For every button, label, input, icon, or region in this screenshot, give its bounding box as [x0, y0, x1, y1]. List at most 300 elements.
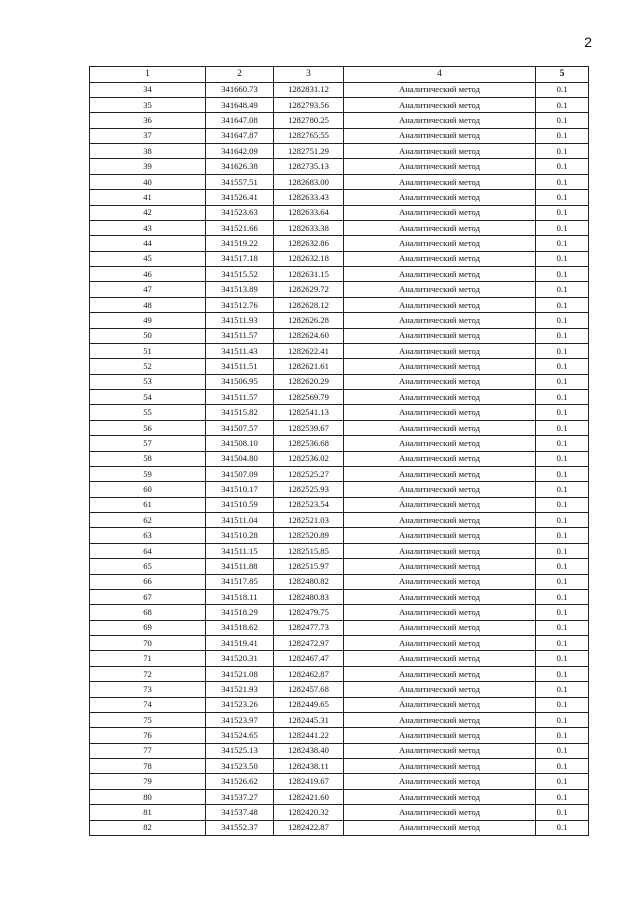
x-coordinate-cell: 341647.87 — [206, 128, 274, 143]
table-row — [90, 420, 589, 435]
accuracy-cell: 0.1 — [536, 466, 589, 481]
table-row — [90, 359, 589, 374]
y-coordinate-cell: 1282539.67 — [274, 420, 344, 435]
accuracy-cell: 0.1 — [536, 605, 589, 620]
point-number-cell: 41 — [90, 190, 206, 205]
y-coordinate-cell: 1282525.93 — [274, 482, 344, 497]
accuracy-cell: 0.1 — [536, 589, 589, 604]
accuracy-cell: 0.1 — [536, 405, 589, 420]
x-coordinate-cell: 341508.10 — [206, 436, 274, 451]
y-coordinate-cell: 1282521.03 — [274, 513, 344, 528]
x-coordinate-cell: 341642.09 — [206, 144, 274, 159]
method-cell: Аналитический метод — [344, 559, 536, 574]
x-coordinate-cell: 341647.08 — [206, 113, 274, 128]
method-cell: Аналитический метод — [344, 728, 536, 743]
method-cell: Аналитический метод — [344, 82, 536, 97]
point-number-cell: 37 — [90, 128, 206, 143]
point-number-cell: 39 — [90, 159, 206, 174]
x-coordinate-cell: 341519.41 — [206, 636, 274, 651]
x-coordinate-cell: 341537.48 — [206, 805, 274, 820]
y-coordinate-cell: 1282624.60 — [274, 328, 344, 343]
x-coordinate-cell: 341511.93 — [206, 313, 274, 328]
method-cell: Аналитический метод — [344, 128, 536, 143]
method-cell: Аналитический метод — [344, 251, 536, 266]
point-number-cell: 48 — [90, 297, 206, 312]
coordinates-table — [89, 66, 589, 836]
x-coordinate-cell: 341507.09 — [206, 466, 274, 481]
table-row — [90, 159, 589, 174]
x-coordinate-cell: 341626.38 — [206, 159, 274, 174]
table-row — [90, 82, 589, 97]
table-row — [90, 759, 589, 774]
accuracy-cell: 0.1 — [536, 267, 589, 282]
table-row — [90, 589, 589, 604]
point-number-cell: 73 — [90, 682, 206, 697]
column-header-4: 4 — [344, 67, 536, 83]
point-number-cell: 82 — [90, 820, 206, 835]
table-row — [90, 820, 589, 835]
y-coordinate-cell: 1282520.89 — [274, 528, 344, 543]
table-row — [90, 282, 589, 297]
table-row — [90, 574, 589, 589]
method-cell: Аналитический метод — [344, 513, 536, 528]
accuracy-cell: 0.1 — [536, 712, 589, 727]
point-number-cell: 74 — [90, 697, 206, 712]
table-row — [90, 343, 589, 358]
table-row — [90, 436, 589, 451]
table-row — [90, 805, 589, 820]
y-coordinate-cell: 1282569.79 — [274, 390, 344, 405]
x-coordinate-cell: 341511.57 — [206, 328, 274, 343]
accuracy-cell: 0.1 — [536, 528, 589, 543]
accuracy-cell: 0.1 — [536, 282, 589, 297]
method-cell: Аналитический метод — [344, 159, 536, 174]
method-cell: Аналитический метод — [344, 374, 536, 389]
y-coordinate-cell: 1282541.13 — [274, 405, 344, 420]
y-coordinate-cell: 1282477.73 — [274, 620, 344, 635]
accuracy-cell: 0.1 — [536, 743, 589, 758]
point-number-cell: 50 — [90, 328, 206, 343]
table-row — [90, 697, 589, 712]
x-coordinate-cell: 341523.26 — [206, 697, 274, 712]
y-coordinate-cell: 1282480.82 — [274, 574, 344, 589]
x-coordinate-cell: 341517.18 — [206, 251, 274, 266]
point-number-cell: 62 — [90, 513, 206, 528]
x-coordinate-cell: 341511.43 — [206, 343, 274, 358]
point-number-cell: 49 — [90, 313, 206, 328]
method-cell: Аналитический метод — [344, 282, 536, 297]
method-cell: Аналитический метод — [344, 343, 536, 358]
y-coordinate-cell: 1282633.43 — [274, 190, 344, 205]
method-cell: Аналитический метод — [344, 113, 536, 128]
accuracy-cell: 0.1 — [536, 359, 589, 374]
method-cell: Аналитический метод — [344, 805, 536, 820]
y-coordinate-cell: 1282620.29 — [274, 374, 344, 389]
x-coordinate-cell: 341660.73 — [206, 82, 274, 97]
y-coordinate-cell: 1282472.97 — [274, 636, 344, 651]
y-coordinate-cell: 1282441.22 — [274, 728, 344, 743]
accuracy-cell: 0.1 — [536, 759, 589, 774]
point-number-cell: 56 — [90, 420, 206, 435]
accuracy-cell: 0.1 — [536, 666, 589, 681]
x-coordinate-cell: 341521.66 — [206, 220, 274, 235]
accuracy-cell: 0.1 — [536, 159, 589, 174]
x-coordinate-cell: 341507.57 — [206, 420, 274, 435]
accuracy-cell: 0.1 — [536, 128, 589, 143]
point-number-cell: 69 — [90, 620, 206, 635]
table-row — [90, 513, 589, 528]
point-number-cell: 71 — [90, 651, 206, 666]
y-coordinate-cell: 1282479.75 — [274, 605, 344, 620]
x-coordinate-cell: 341557.51 — [206, 174, 274, 189]
accuracy-cell: 0.1 — [536, 190, 589, 205]
point-number-cell: 54 — [90, 390, 206, 405]
table-row — [90, 174, 589, 189]
table-header-row — [90, 67, 589, 83]
table-row — [90, 144, 589, 159]
point-number-cell: 76 — [90, 728, 206, 743]
x-coordinate-cell: 341511.15 — [206, 543, 274, 558]
y-coordinate-cell: 1282536.02 — [274, 451, 344, 466]
y-coordinate-cell: 1282633.64 — [274, 205, 344, 220]
point-number-cell: 46 — [90, 267, 206, 282]
accuracy-cell: 0.1 — [536, 774, 589, 789]
accuracy-cell: 0.1 — [536, 620, 589, 635]
x-coordinate-cell: 341510.59 — [206, 497, 274, 512]
method-cell: Аналитический метод — [344, 636, 536, 651]
y-coordinate-cell: 1282621.61 — [274, 359, 344, 374]
y-coordinate-cell: 1282751.29 — [274, 144, 344, 159]
point-number-cell: 61 — [90, 497, 206, 512]
x-coordinate-cell: 341506.95 — [206, 374, 274, 389]
method-cell: Аналитический метод — [344, 712, 536, 727]
table-row — [90, 605, 589, 620]
y-coordinate-cell: 1282419.67 — [274, 774, 344, 789]
table-row — [90, 712, 589, 727]
method-cell: Аналитический метод — [344, 574, 536, 589]
accuracy-cell: 0.1 — [536, 789, 589, 804]
y-coordinate-cell: 1282622.41 — [274, 343, 344, 358]
table-row — [90, 236, 589, 251]
accuracy-cell: 0.1 — [536, 420, 589, 435]
x-coordinate-cell: 341517.85 — [206, 574, 274, 589]
x-coordinate-cell: 341537.27 — [206, 789, 274, 804]
method-cell: Аналитический метод — [344, 405, 536, 420]
accuracy-cell: 0.1 — [536, 113, 589, 128]
table-row — [90, 190, 589, 205]
accuracy-cell: 0.1 — [536, 574, 589, 589]
accuracy-cell: 0.1 — [536, 251, 589, 266]
table-row — [90, 267, 589, 282]
method-cell: Аналитический метод — [344, 697, 536, 712]
method-cell: Аналитический метод — [344, 220, 536, 235]
x-coordinate-cell: 341523.63 — [206, 205, 274, 220]
accuracy-cell: 0.1 — [536, 374, 589, 389]
accuracy-cell: 0.1 — [536, 174, 589, 189]
table-row — [90, 482, 589, 497]
method-cell: Аналитический метод — [344, 297, 536, 312]
column-header-5: 5 — [536, 67, 589, 83]
y-coordinate-cell: 1282628.12 — [274, 297, 344, 312]
accuracy-cell: 0.1 — [536, 313, 589, 328]
point-number-cell: 60 — [90, 482, 206, 497]
point-number-cell: 79 — [90, 774, 206, 789]
y-coordinate-cell: 1282467.47 — [274, 651, 344, 666]
x-coordinate-cell: 341519.22 — [206, 236, 274, 251]
method-cell: Аналитический метод — [344, 620, 536, 635]
point-number-cell: 52 — [90, 359, 206, 374]
y-coordinate-cell: 1282480.83 — [274, 589, 344, 604]
point-number-cell: 53 — [90, 374, 206, 389]
method-cell: Аналитический метод — [344, 390, 536, 405]
point-number-cell: 77 — [90, 743, 206, 758]
y-coordinate-cell: 1282626.28 — [274, 313, 344, 328]
x-coordinate-cell: 341511.88 — [206, 559, 274, 574]
table-row — [90, 466, 589, 481]
point-number-cell: 66 — [90, 574, 206, 589]
y-coordinate-cell: 1282631.15 — [274, 267, 344, 282]
x-coordinate-cell: 341512.76 — [206, 297, 274, 312]
column-header-2: 2 — [206, 67, 274, 83]
method-cell: Аналитический метод — [344, 267, 536, 282]
method-cell: Аналитический метод — [344, 420, 536, 435]
accuracy-cell: 0.1 — [536, 97, 589, 112]
method-cell: Аналитический метод — [344, 666, 536, 681]
method-cell: Аналитический метод — [344, 497, 536, 512]
accuracy-cell: 0.1 — [536, 390, 589, 405]
point-number-cell: 45 — [90, 251, 206, 266]
accuracy-cell: 0.1 — [536, 559, 589, 574]
x-coordinate-cell: 341515.82 — [206, 405, 274, 420]
accuracy-cell: 0.1 — [536, 297, 589, 312]
table-row — [90, 666, 589, 681]
x-coordinate-cell: 341526.41 — [206, 190, 274, 205]
method-cell: Аналитический метод — [344, 789, 536, 804]
point-number-cell: 36 — [90, 113, 206, 128]
method-cell: Аналитический метод — [344, 436, 536, 451]
point-number-cell: 34 — [90, 82, 206, 97]
table-row — [90, 728, 589, 743]
x-coordinate-cell: 341511.51 — [206, 359, 274, 374]
column-header-1: 1 — [90, 67, 206, 83]
accuracy-cell: 0.1 — [536, 513, 589, 528]
table-row — [90, 620, 589, 635]
y-coordinate-cell: 1282523.54 — [274, 497, 344, 512]
x-coordinate-cell: 341524.65 — [206, 728, 274, 743]
x-coordinate-cell: 341513.89 — [206, 282, 274, 297]
x-coordinate-cell: 341520.31 — [206, 651, 274, 666]
accuracy-cell: 0.1 — [536, 805, 589, 820]
method-cell: Аналитический метод — [344, 482, 536, 497]
point-number-cell: 70 — [90, 636, 206, 651]
y-coordinate-cell: 1282457.68 — [274, 682, 344, 697]
method-cell: Аналитический метод — [344, 144, 536, 159]
table-row — [90, 497, 589, 512]
method-cell: Аналитический метод — [344, 651, 536, 666]
method-cell: Аналитический метод — [344, 466, 536, 481]
point-number-cell: 40 — [90, 174, 206, 189]
accuracy-cell: 0.1 — [536, 144, 589, 159]
table-body — [90, 82, 589, 835]
point-number-cell: 58 — [90, 451, 206, 466]
table-row — [90, 774, 589, 789]
y-coordinate-cell: 1282765.55 — [274, 128, 344, 143]
y-coordinate-cell: 1282780.25 — [274, 113, 344, 128]
y-coordinate-cell: 1282438.40 — [274, 743, 344, 758]
x-coordinate-cell: 341515.52 — [206, 267, 274, 282]
column-header-3: 3 — [274, 67, 344, 83]
point-number-cell: 68 — [90, 605, 206, 620]
method-cell: Аналитический метод — [344, 759, 536, 774]
point-number-cell: 72 — [90, 666, 206, 681]
y-coordinate-cell: 1282683.00 — [274, 174, 344, 189]
x-coordinate-cell: 341526.62 — [206, 774, 274, 789]
x-coordinate-cell: 341518.62 — [206, 620, 274, 635]
y-coordinate-cell: 1282449.65 — [274, 697, 344, 712]
table-row — [90, 374, 589, 389]
x-coordinate-cell: 341525.13 — [206, 743, 274, 758]
x-coordinate-cell: 341648.49 — [206, 97, 274, 112]
y-coordinate-cell: 1282525.27 — [274, 466, 344, 481]
x-coordinate-cell: 341518.11 — [206, 589, 274, 604]
y-coordinate-cell: 1282445.31 — [274, 712, 344, 727]
table-row — [90, 743, 589, 758]
y-coordinate-cell: 1282420.32 — [274, 805, 344, 820]
table-row — [90, 220, 589, 235]
table-row — [90, 313, 589, 328]
y-coordinate-cell: 1282536.68 — [274, 436, 344, 451]
method-cell: Аналитический метод — [344, 605, 536, 620]
x-coordinate-cell: 341511.57 — [206, 390, 274, 405]
point-number-cell: 57 — [90, 436, 206, 451]
y-coordinate-cell: 1282633.38 — [274, 220, 344, 235]
table-row — [90, 328, 589, 343]
method-cell: Аналитический метод — [344, 97, 536, 112]
accuracy-cell: 0.1 — [536, 820, 589, 835]
table-row — [90, 205, 589, 220]
method-cell: Аналитический метод — [344, 236, 536, 251]
table-row — [90, 251, 589, 266]
point-number-cell: 44 — [90, 236, 206, 251]
table-row — [90, 128, 589, 143]
point-number-cell: 67 — [90, 589, 206, 604]
accuracy-cell: 0.1 — [536, 236, 589, 251]
accuracy-cell: 0.1 — [536, 728, 589, 743]
accuracy-cell: 0.1 — [536, 497, 589, 512]
point-number-cell: 80 — [90, 789, 206, 804]
table-row — [90, 97, 589, 112]
y-coordinate-cell: 1282632.18 — [274, 251, 344, 266]
point-number-cell: 78 — [90, 759, 206, 774]
x-coordinate-cell: 341511.04 — [206, 513, 274, 528]
table-row — [90, 682, 589, 697]
x-coordinate-cell: 341523.97 — [206, 712, 274, 727]
table-row — [90, 543, 589, 558]
point-number-cell: 65 — [90, 559, 206, 574]
x-coordinate-cell: 341510.28 — [206, 528, 274, 543]
accuracy-cell: 0.1 — [536, 682, 589, 697]
y-coordinate-cell: 1282462.87 — [274, 666, 344, 681]
point-number-cell: 42 — [90, 205, 206, 220]
point-number-cell: 51 — [90, 343, 206, 358]
method-cell: Аналитический метод — [344, 451, 536, 466]
table-row — [90, 451, 589, 466]
point-number-cell: 81 — [90, 805, 206, 820]
x-coordinate-cell: 341504.80 — [206, 451, 274, 466]
point-number-cell: 59 — [90, 466, 206, 481]
method-cell: Аналитический метод — [344, 682, 536, 697]
point-number-cell: 43 — [90, 220, 206, 235]
y-coordinate-cell: 1282515.85 — [274, 543, 344, 558]
method-cell: Аналитический метод — [344, 543, 536, 558]
method-cell: Аналитический метод — [344, 528, 536, 543]
accuracy-cell: 0.1 — [536, 82, 589, 97]
x-coordinate-cell: 341521.08 — [206, 666, 274, 681]
table-row — [90, 651, 589, 666]
table-row — [90, 528, 589, 543]
method-cell: Аналитический метод — [344, 174, 536, 189]
accuracy-cell: 0.1 — [536, 205, 589, 220]
method-cell: Аналитический метод — [344, 313, 536, 328]
x-coordinate-cell: 341518.29 — [206, 605, 274, 620]
method-cell: Аналитический метод — [344, 743, 536, 758]
y-coordinate-cell: 1282421.60 — [274, 789, 344, 804]
x-coordinate-cell: 341521.93 — [206, 682, 274, 697]
table-row — [90, 789, 589, 804]
accuracy-cell: 0.1 — [536, 482, 589, 497]
table-row — [90, 559, 589, 574]
y-coordinate-cell: 1282515.97 — [274, 559, 344, 574]
y-coordinate-cell: 1282629.72 — [274, 282, 344, 297]
accuracy-cell: 0.1 — [536, 436, 589, 451]
method-cell: Аналитический метод — [344, 190, 536, 205]
point-number-cell: 55 — [90, 405, 206, 420]
y-coordinate-cell: 1282735.13 — [274, 159, 344, 174]
table-row — [90, 113, 589, 128]
x-coordinate-cell: 341523.50 — [206, 759, 274, 774]
accuracy-cell: 0.1 — [536, 697, 589, 712]
method-cell: Аналитический метод — [344, 205, 536, 220]
point-number-cell: 63 — [90, 528, 206, 543]
method-cell: Аналитический метод — [344, 774, 536, 789]
accuracy-cell: 0.1 — [536, 343, 589, 358]
point-number-cell: 64 — [90, 543, 206, 558]
accuracy-cell: 0.1 — [536, 636, 589, 651]
accuracy-cell: 0.1 — [536, 543, 589, 558]
table-row — [90, 405, 589, 420]
table-row — [90, 297, 589, 312]
accuracy-cell: 0.1 — [536, 328, 589, 343]
y-coordinate-cell: 1282831.12 — [274, 82, 344, 97]
accuracy-cell: 0.1 — [536, 220, 589, 235]
method-cell: Аналитический метод — [344, 359, 536, 374]
method-cell: Аналитический метод — [344, 589, 536, 604]
point-number-cell: 47 — [90, 282, 206, 297]
point-number-cell: 75 — [90, 712, 206, 727]
y-coordinate-cell: 1282793.56 — [274, 97, 344, 112]
x-coordinate-cell: 341510.17 — [206, 482, 274, 497]
y-coordinate-cell: 1282422.87 — [274, 820, 344, 835]
page-number: 2 — [584, 34, 592, 50]
table-row — [90, 636, 589, 651]
point-number-cell: 35 — [90, 97, 206, 112]
point-number-cell: 38 — [90, 144, 206, 159]
y-coordinate-cell: 1282632.86 — [274, 236, 344, 251]
accuracy-cell: 0.1 — [536, 451, 589, 466]
method-cell: Аналитический метод — [344, 328, 536, 343]
accuracy-cell: 0.1 — [536, 651, 589, 666]
method-cell: Аналитический метод — [344, 820, 536, 835]
